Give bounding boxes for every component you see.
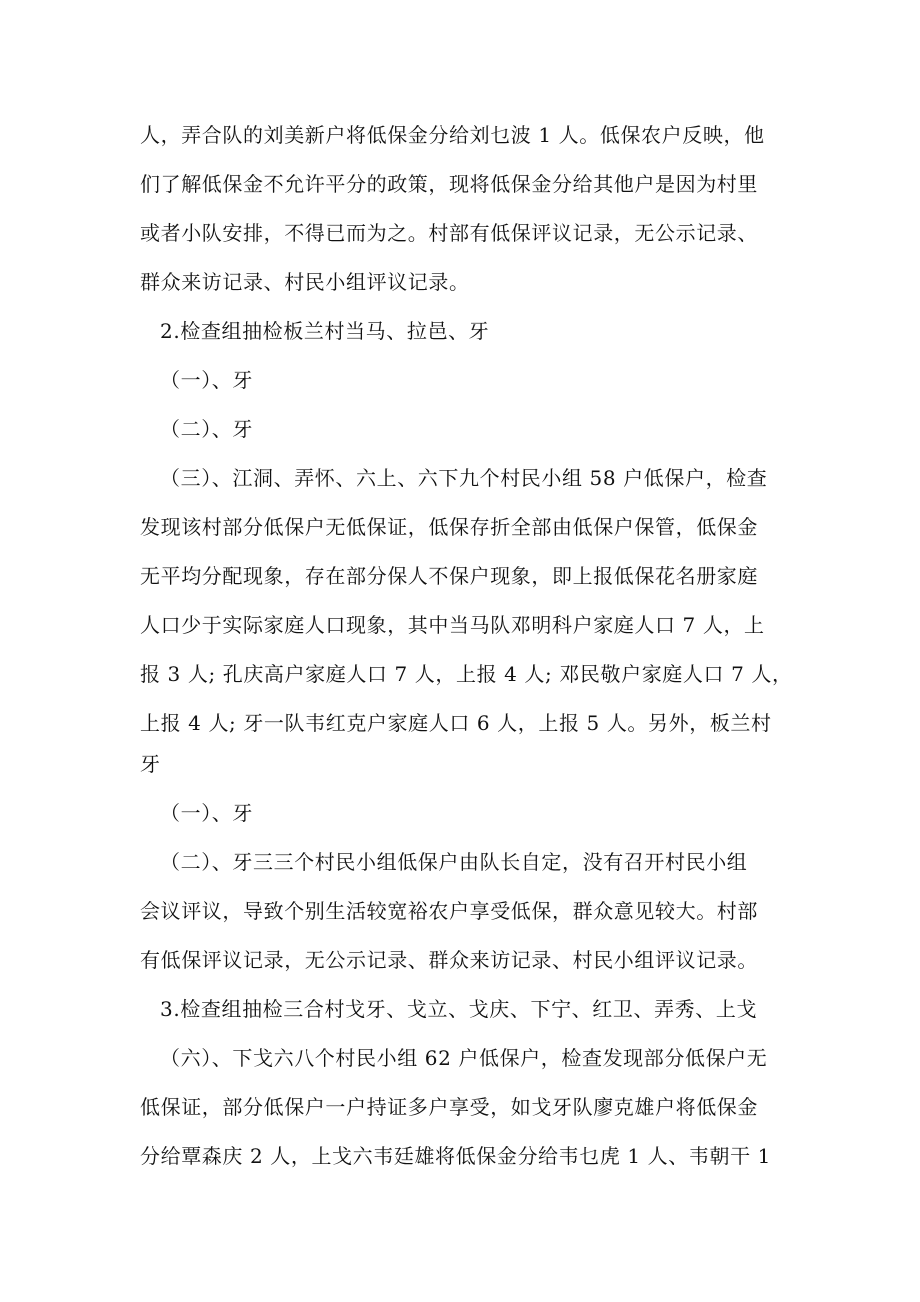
- paragraph-line: 上报 4 人; 牙一队韦红克户家庭人口 6 人，上报 5 人。另外，板兰村: [140, 711, 772, 735]
- paragraph-line: 有低保评议记录，无公示记录、群众来访记录、村民小组评议记录。: [140, 948, 758, 972]
- paragraph-line: （二）、牙: [160, 417, 253, 441]
- paragraph-line: 群众来访记录、村民小组评议记录。: [140, 270, 470, 294]
- paragraph-line: 人，弄合队的刘美新户将低保金分给刘乜波 1 人。低保农户反映，他: [140, 123, 765, 147]
- paragraph-line: 或者小队安排，不得已而为之。村部有低保评议记录，无公示记录、: [140, 221, 758, 245]
- paragraph-line: 们了解低保金不允许平分的政策，现将低保金分给其他户是因为村里: [140, 172, 758, 196]
- paragraph-line: （一）、牙: [160, 801, 253, 825]
- paragraph-line: （六）、下戈六八个村民小组 62 户低保户，检查发现部分低保户无: [160, 1046, 768, 1070]
- paragraph-line: 会议评议，导致个别生活较宽裕农户享受低保，群众意见较大。村部: [140, 899, 758, 923]
- paragraph-line: （三）、江洞、弄怀、六上、六下九个村民小组 58 户低保户，检查: [160, 466, 768, 490]
- paragraph-line: 发现该村部分低保户无低保证，低保存折全部由低保户保管，低保金: [140, 515, 758, 539]
- paragraph-line: 人口少于实际家庭人口现象，其中当马队邓明科户家庭人口 7 人，上: [140, 613, 765, 637]
- paragraph-line: 牙: [140, 752, 161, 776]
- paragraph-line: 报 3 人; 孔庆高户家庭人口 7 人，上报 4 人; 邓民敬户家庭人口 7 人，: [140, 662, 793, 686]
- paragraph-line: （一）、牙: [160, 368, 253, 392]
- section-heading: 2.检查组抽检板兰村当马、拉邑、牙: [160, 319, 490, 343]
- paragraph-line: 低保证，部分低保户一户持证多户享受，如戈牙队廖克雄户将低保金: [140, 1095, 758, 1119]
- paragraph-line: 无平均分配现象，存在部分保人不保户现象，即上报低保花名册家庭: [140, 564, 758, 588]
- paragraph-line: 分给覃森庆 2 人，上戈六韦廷雄将低保金分给韦乜虎 1 人、韦朝干 1: [140, 1144, 771, 1168]
- section-heading: 3.检查组抽检三合村戈牙、戈立、戈庆、下宁、红卫、弄秀、上戈: [160, 997, 758, 1021]
- paragraph-line: （二）、牙三三个村民小组低保户由队长自定，没有召开村民小组: [160, 850, 748, 874]
